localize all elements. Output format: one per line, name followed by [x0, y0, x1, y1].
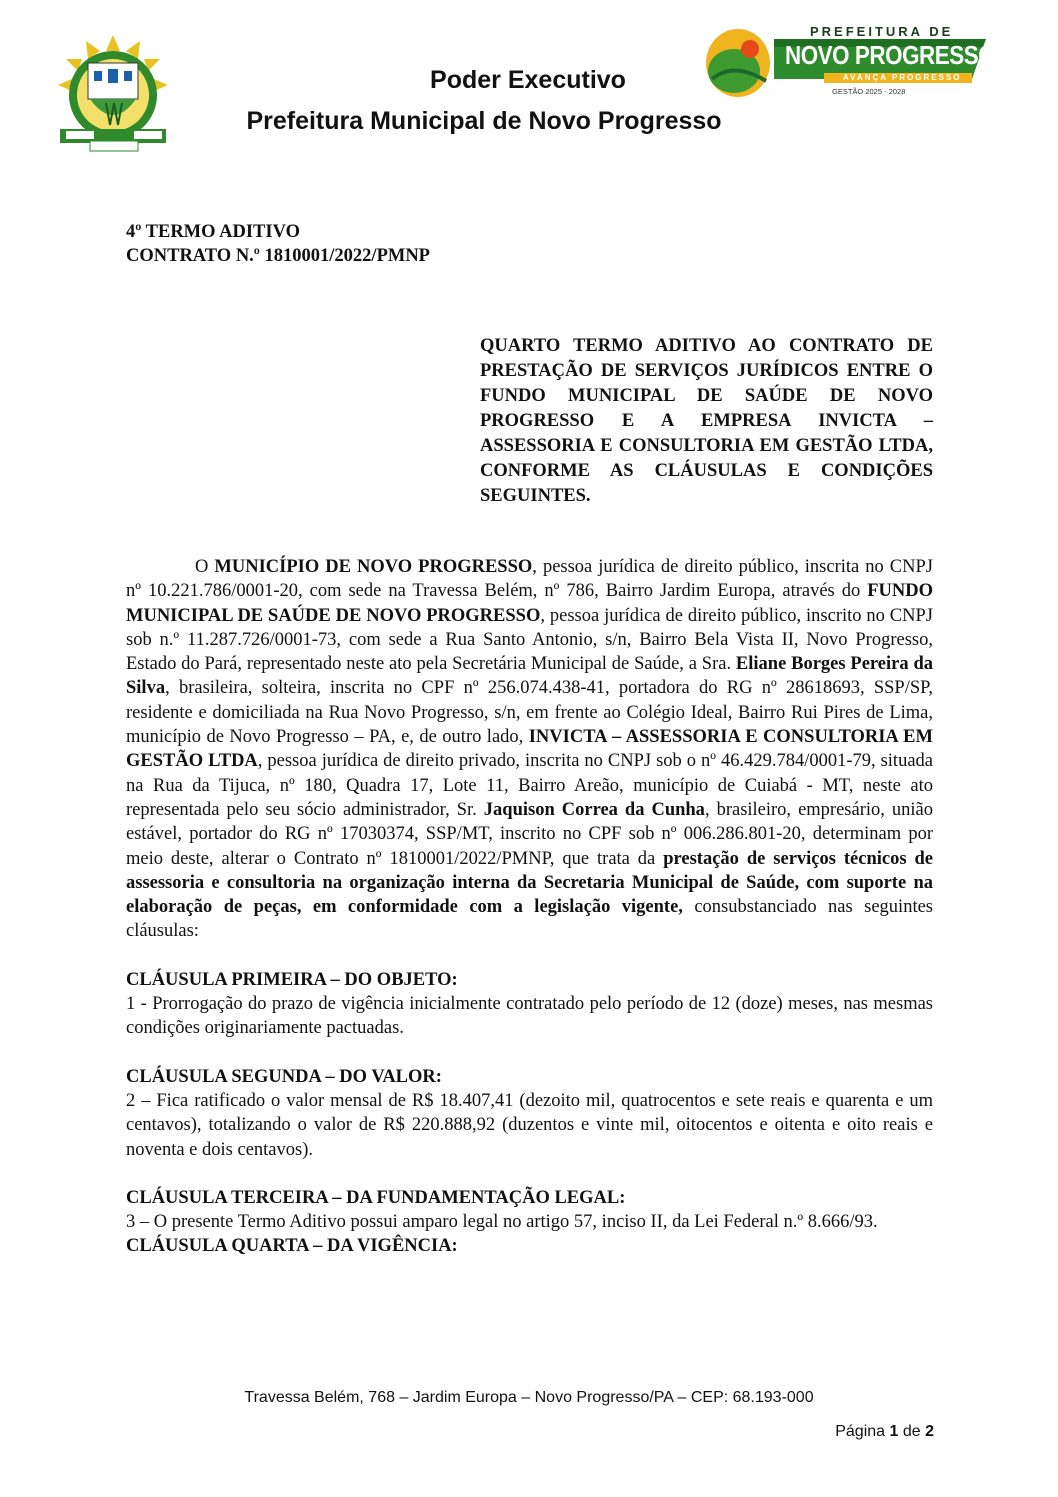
document-body	[126, 555, 933, 1259]
clause-2-title: CLÁUSULA SEGUNDA – DO VALOR:	[126, 1066, 442, 1087]
document-title: 4º TERMO ADITIVO	[126, 222, 300, 242]
clause-2-text: 2 – Fica ratificado o valor mensal de R$ 18.407,41 (dezoito mil, quatrocentos e sete reais e quarenta e um centavos), totalizando o valor de R$ 220.888,92 (duzentos e vinte mil, oitocentos e oitenta e oito reais e noventa e dois centavos).	[126, 1090, 933, 1160]
clause-3-text: 3 – O presente Termo Aditivo possui amparo legal no artigo 57, inciso II, da Lei Federal n.º 8.666/93.	[126, 1212, 878, 1233]
logo-top-label: PREFEITURA DE	[810, 24, 954, 39]
footer-address: Travessa Belém, 768 – Jardim Europa – Novo Progresso/PA – CEP: 68.193-000	[244, 1389, 814, 1406]
clause-4-title: CLÁUSULA QUARTA – DA VIGÊNCIA:	[126, 1236, 458, 1257]
logo-gestao-label: GESTÃO 2025 - 2028	[832, 87, 906, 96]
header-line-2: Prefeitura Municipal de Novo Progresso	[246, 107, 722, 135]
clause-1-title: CLÁUSULA PRIMEIRA – DO OBJETO:	[126, 969, 458, 990]
logo-sub-label: AVANÇA PROGRESSO	[843, 73, 962, 82]
clause-3-title: CLÁUSULA TERCEIRA – DA FUNDAMENTAÇÃO LEGAL:	[126, 1187, 626, 1208]
document-heading	[126, 220, 430, 268]
header-line-1: Poder Executivo	[430, 66, 626, 94]
intro-paragraph: O MUNICÍPIO DE NOVO PROGRESSO, pessoa jurídica de direito público, inscrita no CNPJ nº 10.221.786/0001-20, com sede na Travessa Belém, nº 786, Bairro Jardim Europa, através do FUNDO MUNICIPAL DE SAÚDE DE NOVO PROGRESSO, pessoa jurídica de direito público, inscrito no CNPJ sob n.º 11.287.726/0001-73, com sede a Rua Santo Antonio, s/n, Bairro Bela Vista II, Novo Progresso, Estado do Pará, representado neste ato pela Secretária Municipal de Saúde, a Sra. Eliane Borges Pereira da Silva, brasileira, solteira, inscrita no CPF nº 256.074.438-41, portadora do RG nº 28618693, SSP/SP, residente e domiciliada na Rua Novo Progresso, s/n, em frente ao Colégio Ideal, Bairro Rui Pires de Lima, município de Novo Progresso – PA, e, de outro lado, INVICTA – ASSESSORIA E CONSULTORIA EM GESTÃO LTDA, pessoa jurídica de direito privado, inscrita no CNPJ sob o nº 46.429.784/0001-79, situada na Rua da Tijuca, nº 180, Quadra 17, Lote 11, Bairro Areão, município de Cuiabá - MT, neste ato representada pelo seu sócio administrador, Sr. Jaquison Correa da Cunha, brasileiro, empresário, união estável, portador do RG nº 17030374, SSP/MT, inscrito no CPF sob nº 006.286.801-20, determinam por meio deste, alterar o Contrato nº 1810001/2022/PMNP, que trata da prestação de serviços técnicos de assessoria e consultoria na organização interna da Secretaria Municipal de Saúde, com suporte na elaboração de peças, em conformidade com a legislação vigente, consubstanciado nas seguintes cláusulas:	[126, 557, 933, 942]
page-number: Página 1 de 2	[835, 1423, 934, 1440]
clause-1-text: 1 - Prorrogação do prazo de vigência inicialmente contratado pelo período de 12 (doze) meses, nas mesmas condições originariamente pactuadas.	[126, 994, 933, 1039]
logo-main-label: NOVO PROGRESSO	[785, 40, 996, 70]
ementa: QUARTO TERMO ADITIVO AO CONTRATO DE PRESTAÇÃO DE SERVIÇOS JURÍDICOS ENTRE O FUNDO MUNICIPAL DE SAÚDE DE NOVO PROGRESSO E A EMPRESA INVICTA – ASSESSORIA E CONSULTORIA EM GESTÃO LTDA, CONFORME AS CLÁUSULAS E CONDIÇÕES SEGUINTES.	[480, 336, 933, 506]
contract-number: CONTRATO N.º 1810001/2022/PMNP	[126, 246, 430, 266]
